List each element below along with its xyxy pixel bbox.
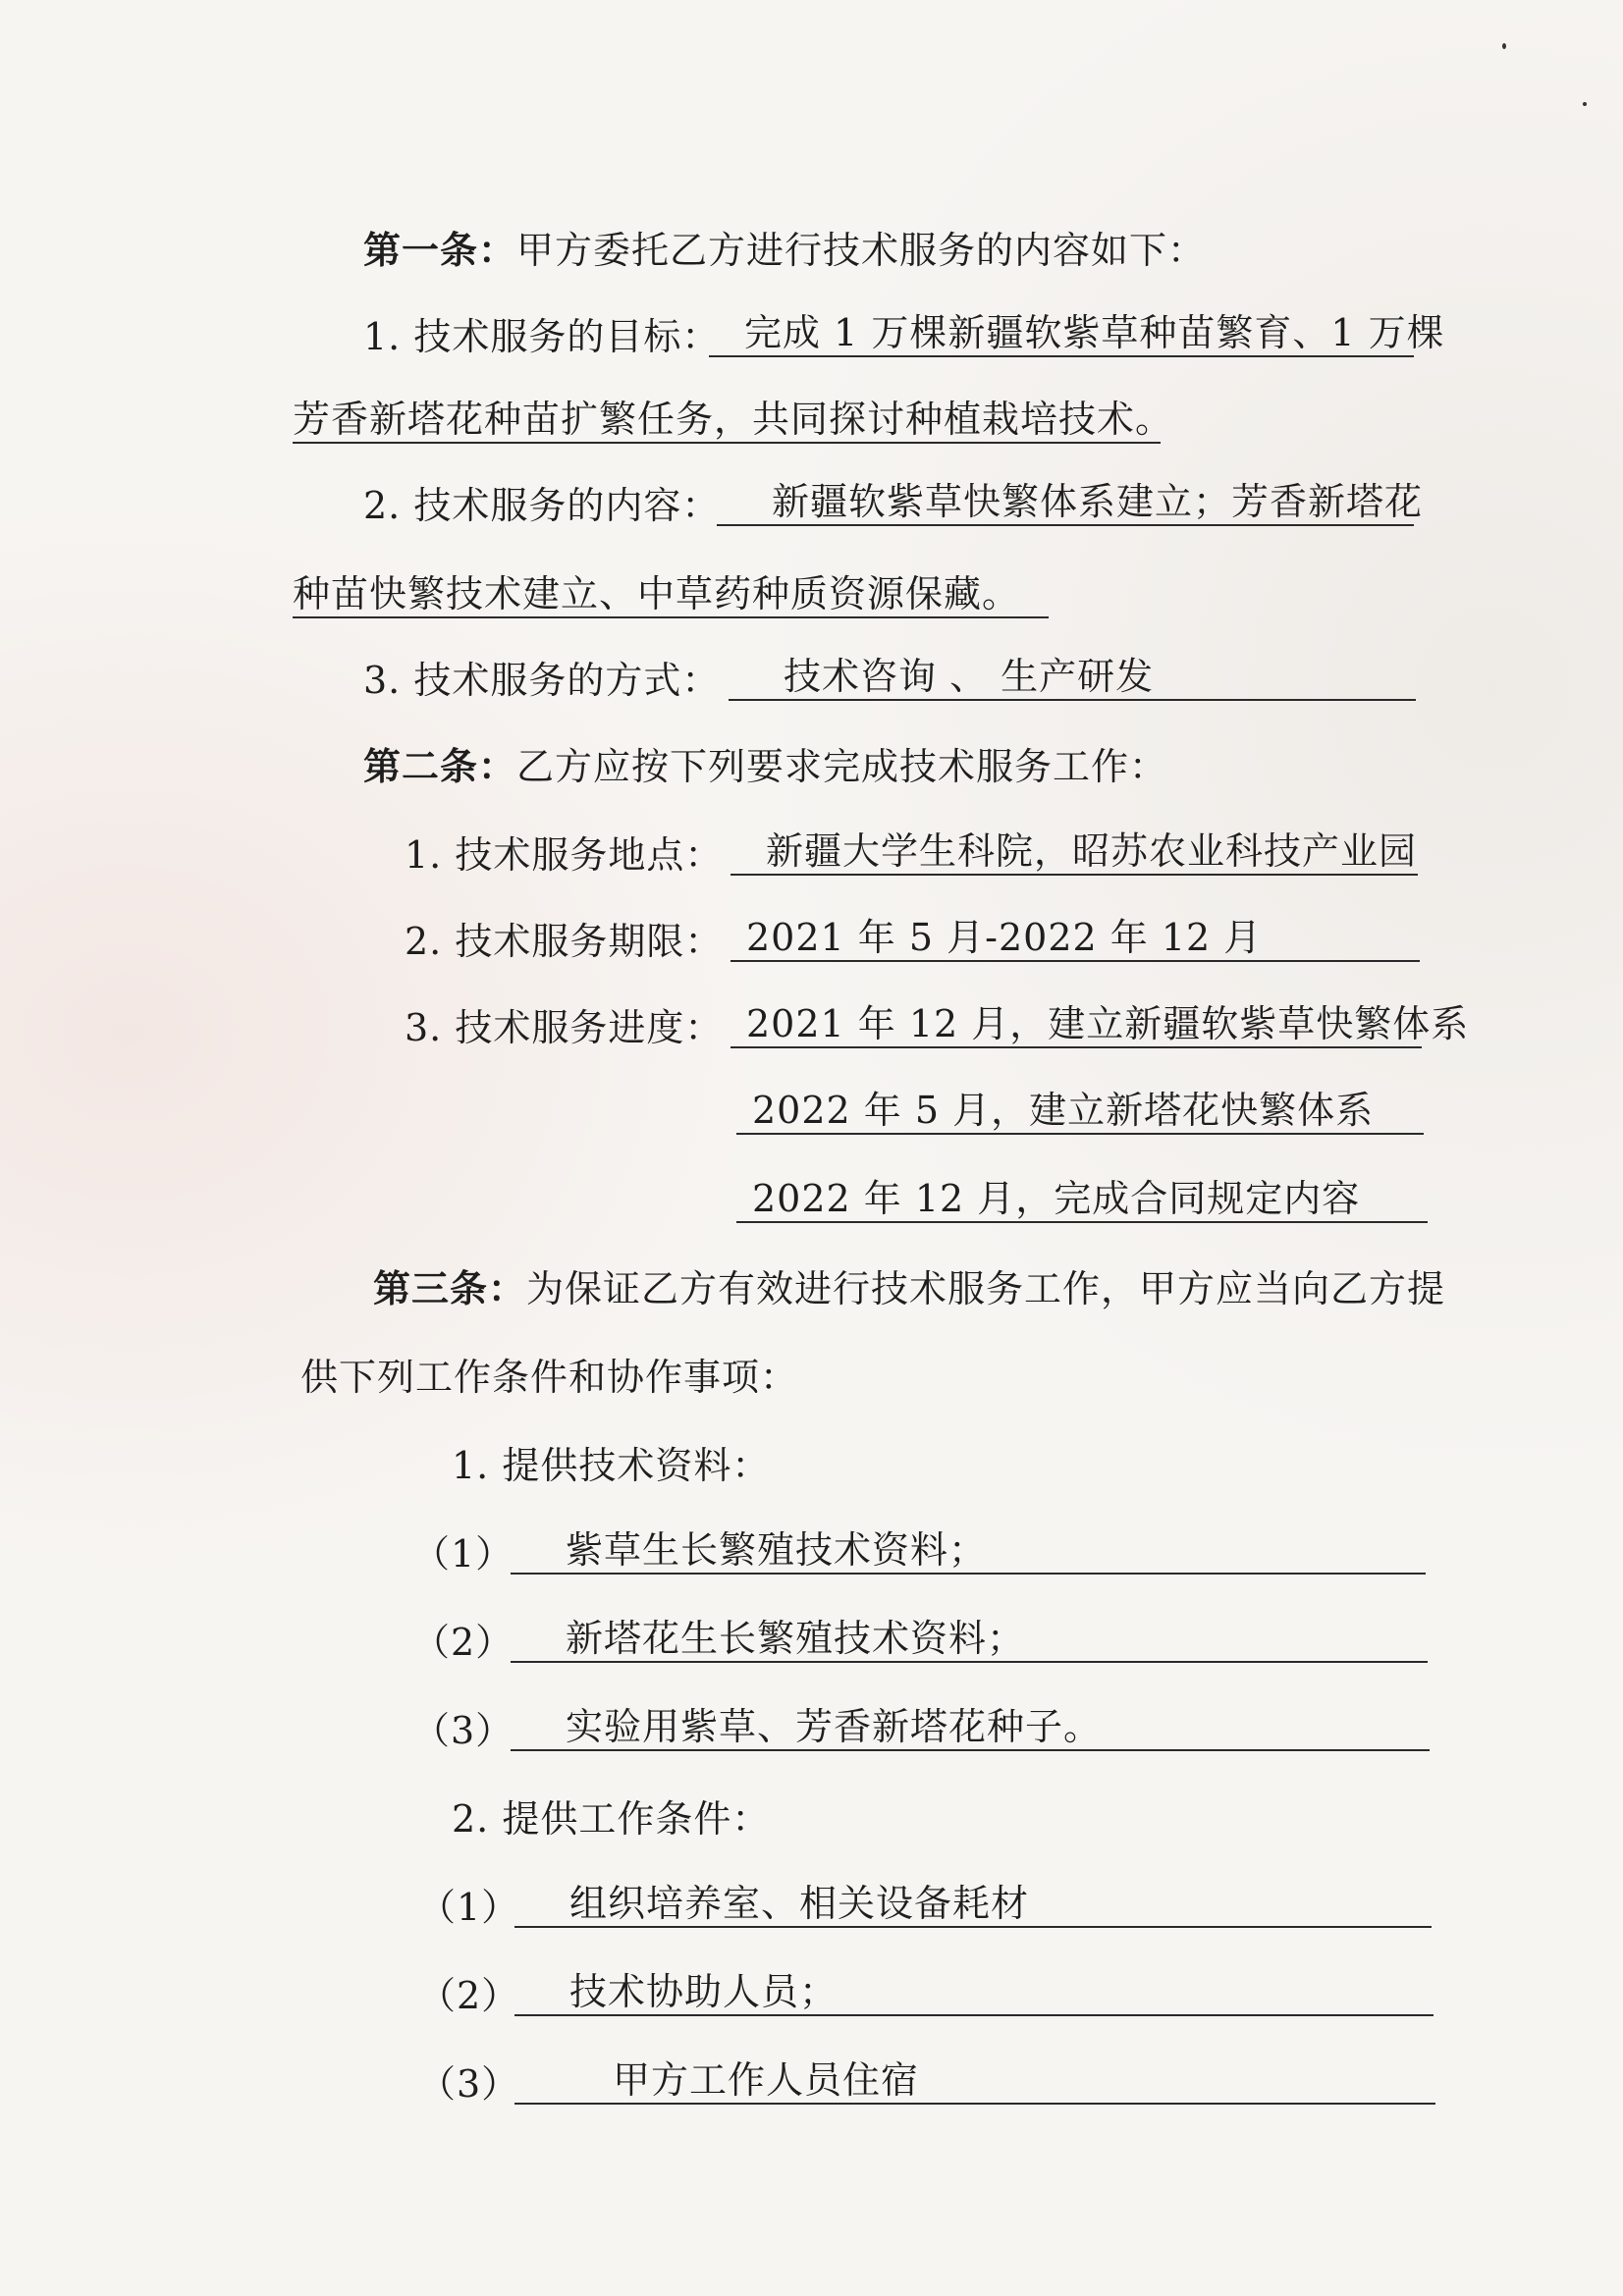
article1-line — [363, 228, 1206, 273]
article2-item3-fill-b-text: 2022 年 5 月，建立新塔花快繁体系 — [752, 1089, 1375, 1132]
article3-sub2-item2-num: （2） — [418, 1974, 520, 2017]
article3-line-a — [373, 1266, 1445, 1311]
article3-sub1-item2-num: （2） — [412, 1621, 514, 1664]
article1-heading: 第一条： — [363, 228, 517, 272]
article1-item1-fill-a-text: 完成 1 万棵新疆软紫草种苗繁育、1 万棵 — [744, 311, 1445, 354]
article1-item2-label: 2. 技术服务的内容： — [363, 484, 721, 527]
article2-item3-fill-c-text: 2022 年 12 月，完成合同规定内容 — [752, 1177, 1361, 1220]
article3-sub1-item2-text: 新塔花生长繁殖技术资料； — [566, 1617, 1026, 1660]
article3-sub1-item3-text: 实验用紫草、芳香新塔花种子。 — [566, 1705, 1103, 1748]
article1-item1-label: 1. 技术服务的目标： — [363, 315, 721, 358]
article1-item2-fill-a-text: 新疆软紫草快繁体系建立；芳香新塔花 — [772, 480, 1424, 523]
article3-sub2-item1-num: （1） — [418, 1886, 520, 1929]
scan-speck — [1502, 43, 1506, 49]
article3-sub2-item1-text: 组织培养室、相关设备耗材 — [569, 1882, 1030, 1925]
article2-item2-label: 2. 技术服务期限： — [405, 920, 724, 963]
article3-sub1-item3-num: （3） — [412, 1709, 514, 1752]
article3-sub2-item3-num: （3） — [418, 2062, 520, 2106]
article3-sub1-item3-fill — [511, 1704, 1430, 1751]
article3-text-a: 为保证乙方有效进行技术服务工作，甲方应当向乙方提 — [526, 1267, 1446, 1310]
article1-item2-fill-a — [717, 479, 1424, 526]
article3-sub2-item2-text: 技术协助人员； — [569, 1970, 839, 2013]
article3-heading: 第三条： — [373, 1266, 527, 1310]
article2-item3-fill-a-text: 2021 年 12 月，建立新疆软紫草快繁体系 — [746, 1002, 1470, 1045]
article1-item1-fill-b — [293, 397, 1174, 444]
article2-item1-fill-text: 新疆大学生科院，昭苏农业科技产业园 — [766, 829, 1418, 873]
article2-item1-label: 1. 技术服务地点： — [405, 833, 724, 877]
article2-heading: 第二条： — [363, 744, 517, 788]
article3-sub2-item3-text: 甲方工作人员住宿 — [613, 2058, 920, 2102]
article2-item3-fill-a — [730, 1001, 1470, 1048]
article3-text-b: 供下列工作条件和协作事项： — [300, 1356, 799, 1399]
article1-item1-fill-b-text: 芳香新塔花种苗扩繁任务，共同探讨种植栽培技术。 — [293, 398, 1174, 441]
article2-item3-fill-c — [736, 1176, 1428, 1223]
article3-sub1-item1-fill — [511, 1527, 1426, 1575]
article3-sub1-item1-num: （1） — [412, 1532, 514, 1575]
article3-sub1-item1-text: 紫草生长繁殖技术资料； — [566, 1528, 988, 1572]
article2-text: 乙方应按下列要求完成技术服务工作： — [516, 745, 1168, 788]
article1-item2-fill-b-text: 种苗快繁技术建立、中草药种质资源保藏。 — [293, 572, 1021, 615]
article2-line — [363, 744, 1167, 789]
article1-item3-fill — [729, 654, 1416, 701]
article3-sub2-label: 2. 提供工作条件： — [452, 1797, 771, 1841]
article3-sub1-item2-fill — [511, 1616, 1428, 1663]
article3-sub2-item1-fill — [514, 1881, 1432, 1928]
article1-item2-fill-b — [293, 571, 1049, 618]
article2-item3-fill-b — [736, 1088, 1424, 1135]
article3-sub2-item3-fill — [514, 2057, 1435, 2105]
article1-item1-fill-a — [709, 310, 1445, 357]
article2-item3-label: 3. 技术服务进度： — [405, 1006, 724, 1049]
article2-item1-fill — [730, 828, 1418, 876]
article1-text: 甲方委托乙方进行技术服务的内容如下： — [516, 229, 1207, 272]
article3-sub2-item2-fill — [514, 1969, 1434, 2016]
article1-item3-label: 3. 技术服务的方式： — [363, 659, 721, 702]
article2-item2-fill — [730, 915, 1420, 962]
scan-speck — [1583, 102, 1587, 106]
article2-item2-fill-text: 2021 年 5 月-2022 年 12 月 — [746, 916, 1263, 959]
article3-sub1-label: 1. 提供技术资料： — [452, 1444, 771, 1487]
article1-item3-fill-text: 技术咨询 、 生产研发 — [784, 655, 1155, 698]
